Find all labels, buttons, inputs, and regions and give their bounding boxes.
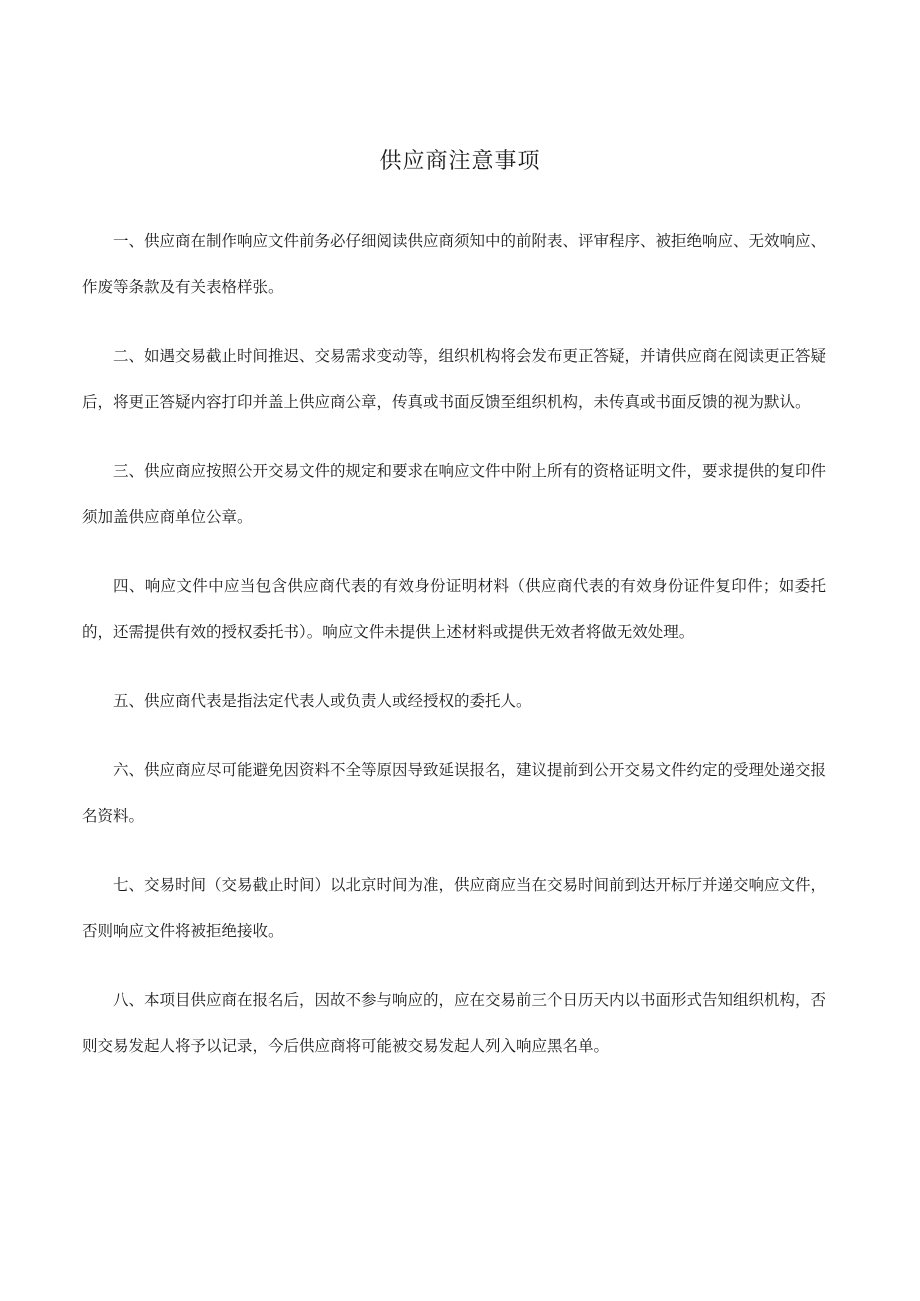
notice-item-4: 四、响应文件中应当包含供应商代表的有效身份证明材料（供应商代表的有效身份证件复印件；如委托的，还需提供有效的授权委托书）。响应文件未提供上述材料或提供无效者将做无效处理。 bbox=[82, 577, 826, 641]
notice-body bbox=[82, 218, 826, 1092]
notice-item-2: 二、如遇交易截止时间推迟、交易需求变动等，组织机构将会发布更正答疑，并请供应商在阅读更正答疑后，将更正答疑内容打印并盖上供应商公章，传真或书面反馈至组织机构，未传真或书面反馈的视为默认。 bbox=[82, 347, 827, 411]
notice-item-7: 七、交易时间（交易截止时间）以北京时间为准，供应商应当在交易时间前到达开标厅并递交响应文件，否则响应文件将被拒绝接收。 bbox=[82, 876, 827, 940]
page-title: 供应商注意事项 bbox=[379, 149, 541, 174]
notice-item-5: 五、供应商代表是指法定代表人或负责人或经授权的委托人。 bbox=[113, 692, 532, 710]
notice-item-8: 八、本项目供应商在报名后，因故不参与响应的，应在交易前三个日历天内以书面形式告知组织机构，否则交易发起人将予以记录，今后供应商将可能被交易发起人列入响应黑名单。 bbox=[82, 991, 827, 1055]
notice-item-6: 六、供应商应尽可能避免因资料不全等原因导致延误报名，建议提前到公开交易文件约定的受理处递交报名资料。 bbox=[82, 761, 827, 825]
notice-item-1: 一、供应商在制作响应文件前务必仔细阅读供应商须知中的前附表、评审程序、被拒绝响应、无效响应、作废等条款及有关表格样张。 bbox=[82, 232, 827, 296]
notice-item-3: 三、供应商应按照公开交易文件的规定和要求在响应文件中附上所有的资格证明文件，要求提供的复印件须加盖供应商单位公章。 bbox=[82, 462, 827, 526]
